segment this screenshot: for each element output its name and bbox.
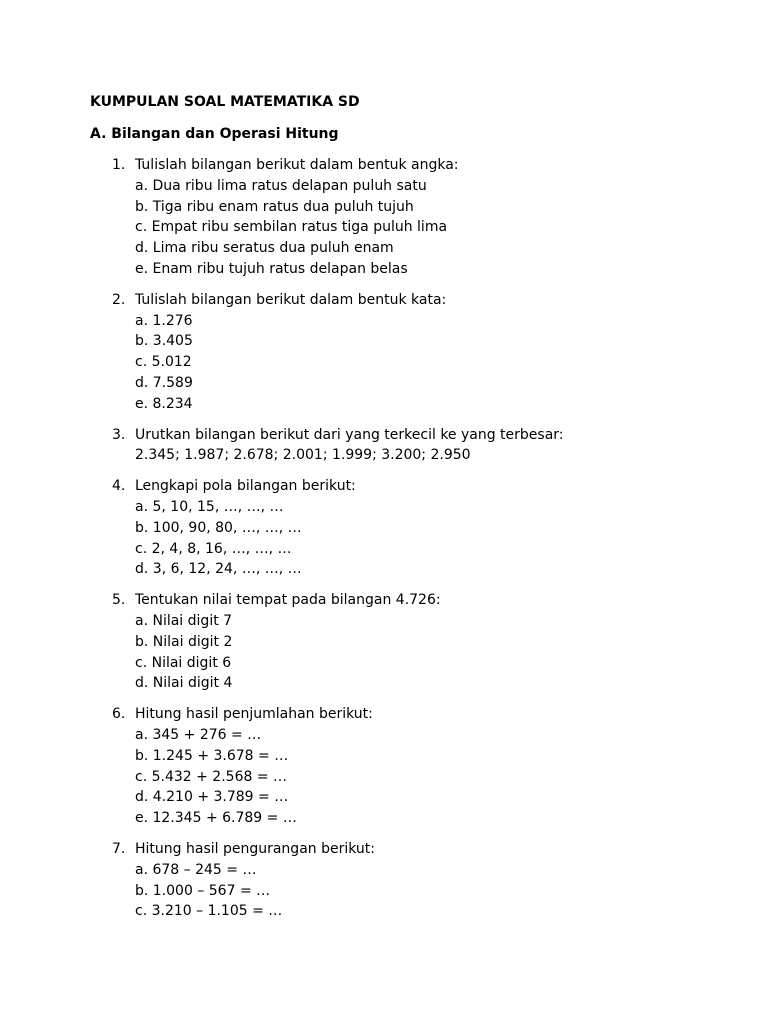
- question-number: 3.: [112, 426, 126, 443]
- answer-items: [90, 445, 730, 466]
- list-item: b. 3.405: [135, 333, 193, 350]
- document-title: KUMPULAN SOAL MATEMATIKA SD: [90, 94, 360, 110]
- question-text: Lengkapi pola bilangan berikut:: [135, 478, 356, 495]
- list-item: b. 100, 90, 80, …, …, …: [135, 519, 302, 536]
- question-text: Hitung hasil penjumlahan berikut:: [135, 706, 373, 723]
- question-number: 6.: [112, 706, 126, 723]
- list-item: d. Lima ribu seratus dua puluh enam: [135, 240, 394, 257]
- question-2: [90, 290, 730, 415]
- question-7: [90, 839, 730, 922]
- answer-items: [90, 725, 730, 829]
- list-item: a. 1.276: [135, 312, 193, 329]
- answer-items: [90, 176, 730, 280]
- answer-items: [90, 860, 730, 922]
- list-item: b. Nilai digit 2: [135, 633, 233, 650]
- list-item: a. 678 – 245 = …: [135, 861, 257, 878]
- list-item: c. Nilai digit 6: [135, 654, 232, 671]
- question-1: [90, 155, 730, 280]
- list-item: c. 3.210 – 1.105 = …: [135, 903, 283, 920]
- list-item: a. Dua ribu lima ratus delapan puluh satu: [135, 177, 427, 194]
- question-5: [90, 590, 730, 694]
- question-text: Hitung hasil pengurangan berikut:: [135, 840, 375, 857]
- question-number: 4.: [112, 478, 126, 495]
- question-number: 5.: [112, 592, 126, 609]
- answer-items: [90, 611, 730, 694]
- section-heading: A. Bilangan dan Operasi Hitung: [90, 126, 339, 142]
- list-item: d. Nilai digit 4: [135, 675, 233, 692]
- question-text: Tentukan nilai tempat pada bilangan 4.726:: [135, 592, 441, 609]
- list-item: 2.345; 1.987; 2.678; 2.001; 1.999; 3.200; 2.950: [135, 447, 471, 464]
- list-item: c. 2, 4, 8, 16, …, …, …: [135, 540, 292, 557]
- list-item: e. Enam ribu tujuh ratus delapan belas: [135, 260, 408, 277]
- question-number: 7.: [112, 840, 126, 857]
- question-text: Tulislah bilangan berikut dalam bentuk kata:: [135, 291, 447, 308]
- list-item: d. 7.589: [135, 374, 193, 391]
- list-item: b. 1.245 + 3.678 = …: [135, 747, 289, 764]
- list-item: a. 5, 10, 15, …, …, …: [135, 498, 284, 515]
- list-item: e. 12.345 + 6.789 = …: [135, 810, 297, 827]
- question-text: Tulislah bilangan berikut dalam bentuk angka:: [135, 157, 459, 173]
- question-text: Urutkan bilangan berikut dari yang terkecil ke yang terbesar:: [135, 426, 564, 443]
- list-item: c. Empat ribu sembilan ratus tiga puluh lima: [135, 219, 448, 236]
- list-item: a. 345 + 276 = …: [135, 726, 262, 743]
- question-number: 2.: [112, 291, 126, 308]
- list-item: e. 8.234: [135, 395, 193, 412]
- list-item: a. Nilai digit 7: [135, 612, 233, 629]
- list-item: c. 5.012: [135, 354, 192, 371]
- question-3: [90, 425, 730, 467]
- list-item: d. 3, 6, 12, 24, …, …, …: [135, 561, 302, 578]
- answer-items: [90, 497, 730, 580]
- question-number: 1.: [112, 157, 126, 173]
- question-4: [90, 476, 730, 580]
- list-item: d. 4.210 + 3.789 = …: [135, 789, 289, 806]
- question-list: [90, 155, 730, 932]
- question-6: [90, 704, 730, 829]
- list-item: b. Tiga ribu enam ratus dua puluh tujuh: [135, 198, 414, 215]
- list-item: c. 5.432 + 2.568 = …: [135, 768, 288, 785]
- list-item: b. 1.000 – 567 = …: [135, 882, 271, 899]
- answer-items: [90, 311, 730, 415]
